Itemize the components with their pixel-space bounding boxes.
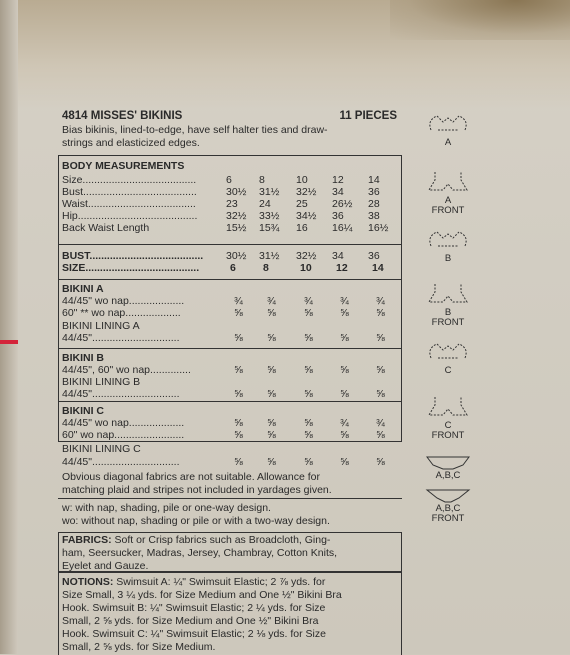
yardage-value: ⅝: [304, 364, 313, 376]
measurement-value: 16: [296, 222, 308, 234]
measurement-label: Size.......................................: [62, 174, 197, 186]
yardage-value: ⅝: [376, 429, 385, 441]
yardage-value: ⅝: [304, 429, 313, 441]
yardage-label: 60" ** wo nap...................: [62, 307, 181, 319]
yardage-value: ⅝: [267, 364, 276, 376]
pattern-header: [62, 110, 397, 122]
fabrics-line: Soft or Crisp fabrics such as Broadcloth, Ging-: [111, 534, 331, 546]
size-label: SIZE.......................................: [62, 262, 200, 274]
yardage-value: ⅝: [304, 388, 313, 400]
measurement-value: 8: [259, 174, 265, 186]
fabrics-text: [62, 534, 402, 573]
yardage-value: ⅝: [376, 388, 385, 400]
measurement-value: 31½: [259, 186, 280, 198]
yardage-value: ⅝: [267, 417, 276, 429]
yardage-label: BIKINI C: [62, 405, 104, 417]
diagonal-note: [62, 471, 402, 497]
measurement-value: 33½: [259, 210, 280, 222]
yardage-value: ⅝: [234, 388, 243, 400]
measurement-value: 36: [332, 210, 344, 222]
bust-value: 36: [368, 250, 380, 262]
yardage-value: ⅝: [304, 417, 313, 429]
yardage-value: ⅝: [304, 307, 313, 319]
yardage-value: ⅝: [234, 307, 243, 319]
measurement-label: Bust.......................................: [62, 186, 197, 198]
measurement-value: 16¼: [332, 222, 353, 234]
yardage-label: BIKINI LINING A: [62, 320, 140, 332]
yardage-value: ⅝: [340, 456, 349, 468]
description-line: strings and elasticized edges.: [62, 137, 200, 149]
measurement-value: 15¾: [259, 222, 280, 234]
pieces-count: 11 PIECES: [339, 110, 397, 122]
yardage-value: ⅝: [234, 364, 243, 376]
note-line: w: with nap, shading, pile or one-way design.: [62, 502, 271, 514]
yardage-value: ⅝: [234, 332, 243, 344]
measurement-value: 34: [332, 186, 344, 198]
bust-label: BUST.......................................: [62, 250, 204, 262]
divider: [58, 401, 402, 402]
yardage-value: ⅝: [304, 332, 313, 344]
notions-line: Small, 2 ⅝ yds. for Size Medium and One ½" Bikini Bra: [62, 615, 319, 627]
bust-value: 31½: [259, 250, 280, 262]
notions-line: Hook. Swimsuit C: ¼" Swimsuit Elastic; 2 ⅛ yds. for Size: [62, 628, 326, 640]
yardage-label: BIKINI LINING C: [62, 443, 141, 455]
triangle-top-front-icon: [418, 282, 478, 328]
yardage-label: 44/45"..............................: [62, 456, 180, 468]
figure-label: C FRONT: [431, 420, 465, 441]
halter-top-back-icon: [418, 340, 478, 376]
figure-label: A,B,C FRONT: [431, 503, 465, 524]
yardage-value: ¾: [304, 295, 313, 307]
measurement-value: 30½: [226, 186, 247, 198]
yardage-value: ⅝: [234, 429, 243, 441]
divider: [58, 498, 402, 499]
note-line: Obvious diagonal fabrics are not suitable. Allowance for: [62, 471, 320, 483]
divider: [58, 348, 402, 349]
stain: [390, 0, 570, 40]
figure-label: A,B,C: [435, 470, 461, 481]
divider: [58, 244, 402, 245]
halter-top-back-icon: [418, 228, 478, 264]
yardage-value: ⅝: [340, 429, 349, 441]
yardage-value: ⅝: [376, 456, 385, 468]
yardage-label: 44/45" wo nap...................: [62, 417, 185, 429]
yardage-label: BIKINI B: [62, 352, 104, 364]
measurement-label: Waist.....................................: [62, 198, 196, 210]
figure-label: C: [444, 365, 452, 376]
notions-text: [62, 576, 402, 654]
measurement-value: 16½: [368, 222, 389, 234]
yardage-label: 44/45", 60" wo nap..............: [62, 364, 191, 376]
pattern-description: [62, 124, 402, 150]
notions-label: NOTIONS:: [62, 576, 114, 588]
divider: [58, 279, 402, 280]
size-value: 8: [263, 262, 269, 274]
yardage-value: ¾: [340, 417, 349, 429]
measurement-label: Back Waist Length: [62, 222, 150, 234]
size-value: 14: [372, 262, 384, 274]
measurement-value: 26½: [332, 198, 353, 210]
figure-label: A: [444, 137, 452, 148]
yardage-label: 44/45" wo nap...................: [62, 295, 185, 307]
notions-line: Swimsuit A: ¼" Swimsuit Elastic; 2 ⅞ yds. for: [113, 576, 326, 588]
red-mark: [0, 340, 18, 344]
yardage-value: ⅝: [376, 364, 385, 376]
yardage-value: ⅝: [267, 456, 276, 468]
measurement-value: 24: [259, 198, 271, 210]
measurement-label: Hip.........................................: [62, 210, 198, 222]
yardage-value: ⅝: [234, 417, 243, 429]
nap-note: [62, 502, 402, 528]
figure-label: A FRONT: [431, 195, 465, 216]
bikini-bottom-front-icon: [418, 488, 478, 524]
measurement-value: 14: [368, 174, 380, 186]
measurements-title: BODY MEASUREMENTS: [62, 160, 185, 172]
yardage-value: ¾: [234, 295, 243, 307]
measurement-value: 6: [226, 174, 232, 186]
measurement-value: 15½: [226, 222, 247, 234]
yardage-value: ¾: [340, 295, 349, 307]
measurement-value: 12: [332, 174, 344, 186]
measurement-value: 23: [226, 198, 238, 210]
note-line: matching plaid and stripes not included in yardages given.: [62, 484, 332, 496]
yardage-label: 60" wo nap........................: [62, 429, 185, 441]
description-line: Bias bikinis, lined-to-edge, have self halter ties and draw-: [62, 124, 328, 136]
left-edge-shadow: [0, 0, 18, 654]
triangle-top-front-icon: [418, 395, 478, 441]
measurement-value: 32½: [226, 210, 247, 222]
yardage-value: ⅝: [340, 307, 349, 319]
pattern-title: 4814 MISSES' BIKINIS: [62, 110, 183, 122]
yardage-value: ¾: [376, 295, 385, 307]
notions-line: Size Small, 3 ¼ yds. for Size Medium and One ½" Bikini Bra: [62, 589, 342, 601]
yardage-label: 44/45"..............................: [62, 388, 180, 400]
fabrics-line: Eyelet and Gauze.: [62, 560, 149, 572]
notions-line: Hook. Swimsuit B: ¼" Swimsuit Elastic; 2 ¼ yds. for Size: [62, 602, 326, 614]
measurement-value: 32½: [296, 186, 317, 198]
measurement-value: 25: [296, 198, 308, 210]
triangle-top-front-icon: [418, 170, 478, 216]
yardage-value: ⅝: [267, 307, 276, 319]
yardage-value: ⅝: [267, 332, 276, 344]
halter-top-back-icon: [418, 112, 478, 148]
measurement-value: 36: [368, 186, 380, 198]
measurement-value: 10: [296, 174, 308, 186]
yardage-label: BIKINI LINING B: [62, 376, 141, 388]
bust-value: 30½: [226, 250, 247, 262]
yardage-value: ⅝: [267, 429, 276, 441]
size-value: 10: [300, 262, 312, 274]
yardage-value: ⅝: [376, 332, 385, 344]
figure-label: B FRONT: [431, 307, 465, 328]
yardage-value: ⅝: [340, 388, 349, 400]
fabrics-line: ham, Seersucker, Madras, Jersey, Chambray, Cotton Knits,: [62, 547, 338, 559]
yardage-value: ¾: [267, 295, 276, 307]
notions-line: Small, 2 ⅝ yds. for Size Medium.: [62, 641, 216, 653]
yardage-value: ⅝: [340, 364, 349, 376]
measurement-value: 34½: [296, 210, 317, 222]
measurement-value: 28: [368, 198, 380, 210]
note-line: wo: without nap, shading or pile or with a two-way design.: [62, 515, 330, 527]
bikini-bottom-back-icon: [418, 455, 478, 481]
yardage-value: ⅝: [340, 332, 349, 344]
yardage-value: ¾: [376, 417, 385, 429]
size-value: 12: [336, 262, 348, 274]
size-value: 6: [230, 262, 236, 274]
yardage-value: ⅝: [376, 307, 385, 319]
figure-label: B: [444, 253, 452, 264]
yardage-value: ⅝: [267, 388, 276, 400]
yardage-value: ⅝: [234, 456, 243, 468]
yardage-label: 44/45"..............................: [62, 332, 180, 344]
bust-value: 34: [332, 250, 344, 262]
yardage-value: ⅝: [304, 456, 313, 468]
measurement-value: 38: [368, 210, 380, 222]
yardage-label: BIKINI A: [62, 283, 104, 295]
fabrics-label: FABRICS:: [62, 534, 112, 546]
bust-value: 32½: [296, 250, 317, 262]
